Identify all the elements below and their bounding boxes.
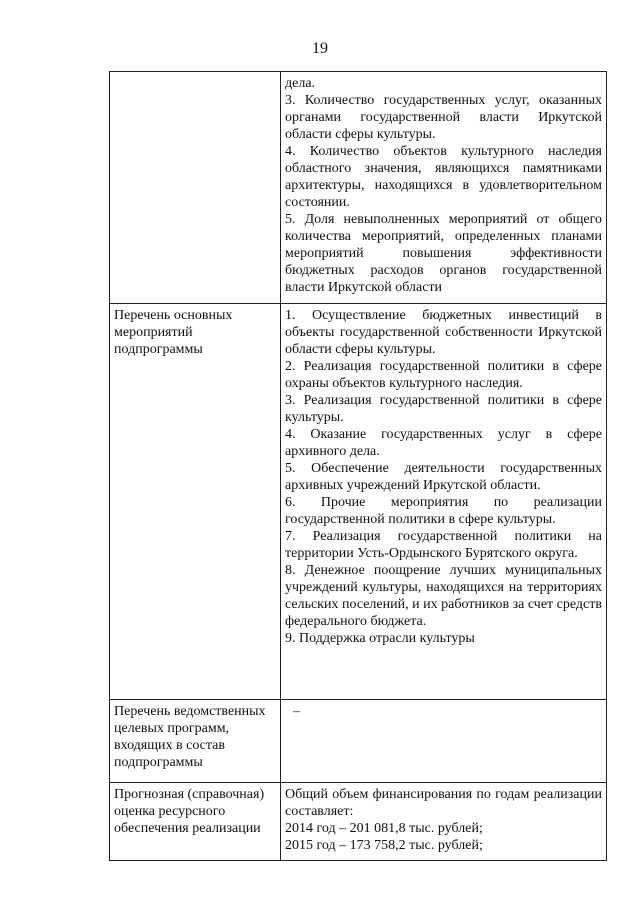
row-value-cell — [281, 700, 607, 783]
table-row — [110, 304, 607, 700]
list-item: 8. Денежное поощрение лучших муниципальных учреждений культуры, находящихся на территориях сельских поселений, и их работников за счет средств федерального бюджета. — [285, 563, 602, 629]
list-item: 2015 год – 173 758,2 тыс. рублей; — [285, 838, 483, 853]
list-item: 5. Доля невыполненных мероприятий от общего количества мероприятий, определенных планами мероприятий повышения эффективности бюджетных расходов органов государственной власти Иркутской области — [285, 212, 602, 295]
list-item: 4. Оказание государственных услуг в сфере архивного дела. — [285, 427, 602, 459]
list-item: 2014 год – 201 081,8 тыс. рублей; — [285, 821, 483, 836]
table-row — [110, 72, 607, 304]
row-label-cell — [110, 72, 281, 304]
row-value-cell — [281, 72, 607, 304]
row-label: Перечень ведомственных целевых программ, входящих в состав подпрограммы — [114, 704, 266, 770]
row-value-cell — [281, 304, 607, 700]
list-item: Общий объем финансирования по годам реализации составляет: — [285, 787, 602, 819]
list-item: 2. Реализация государственной политики в сфере охраны объектов культурного наследия. — [285, 359, 602, 391]
list-item: 7. Реализация государственной политики на территории Усть-Ордынского Бурятского округа. — [285, 529, 602, 561]
row-label-cell — [110, 304, 281, 700]
row-label: Прогнозная (справочная) оценка ресурсного обеспечения реализации — [114, 787, 265, 836]
list-item: 5. Обеспечение деятельности государственных архивных учреждений Иркутской области. — [285, 461, 602, 493]
row-label-cell — [110, 700, 281, 783]
row-value-cell — [281, 783, 607, 861]
table-row — [110, 783, 607, 861]
passport-table — [109, 71, 607, 861]
list-item: дела. — [285, 76, 316, 91]
list-item: 6. Прочие мероприятия по реализации государственной политики в сфере культуры. — [285, 495, 602, 527]
list-item: 9. Поддержка отрасли культуры — [285, 631, 475, 646]
row-label: Перечень основных мероприятий подпрограммы — [114, 308, 233, 357]
list-item: 3. Количество государственных услуг, оказанных органами государственной власти Иркутской области сферы культуры. — [285, 93, 602, 142]
row-label-cell — [110, 783, 281, 861]
list-item: 3. Реализация государственной политики в сфере культуры. — [285, 393, 602, 425]
page-number: 19 — [312, 40, 328, 57]
table-row — [110, 700, 607, 783]
list-item: 4. Количество объектов культурного наследия областного значения, являющихся памятниками архитектуры, находящихся в удовлетворительном состоянии. — [285, 144, 602, 210]
list-item: 1. Осуществление бюджетных инвестиций в объекты государственной собственности Иркутской области сферы культуры. — [285, 308, 602, 357]
empty-dash: – — [293, 704, 300, 719]
